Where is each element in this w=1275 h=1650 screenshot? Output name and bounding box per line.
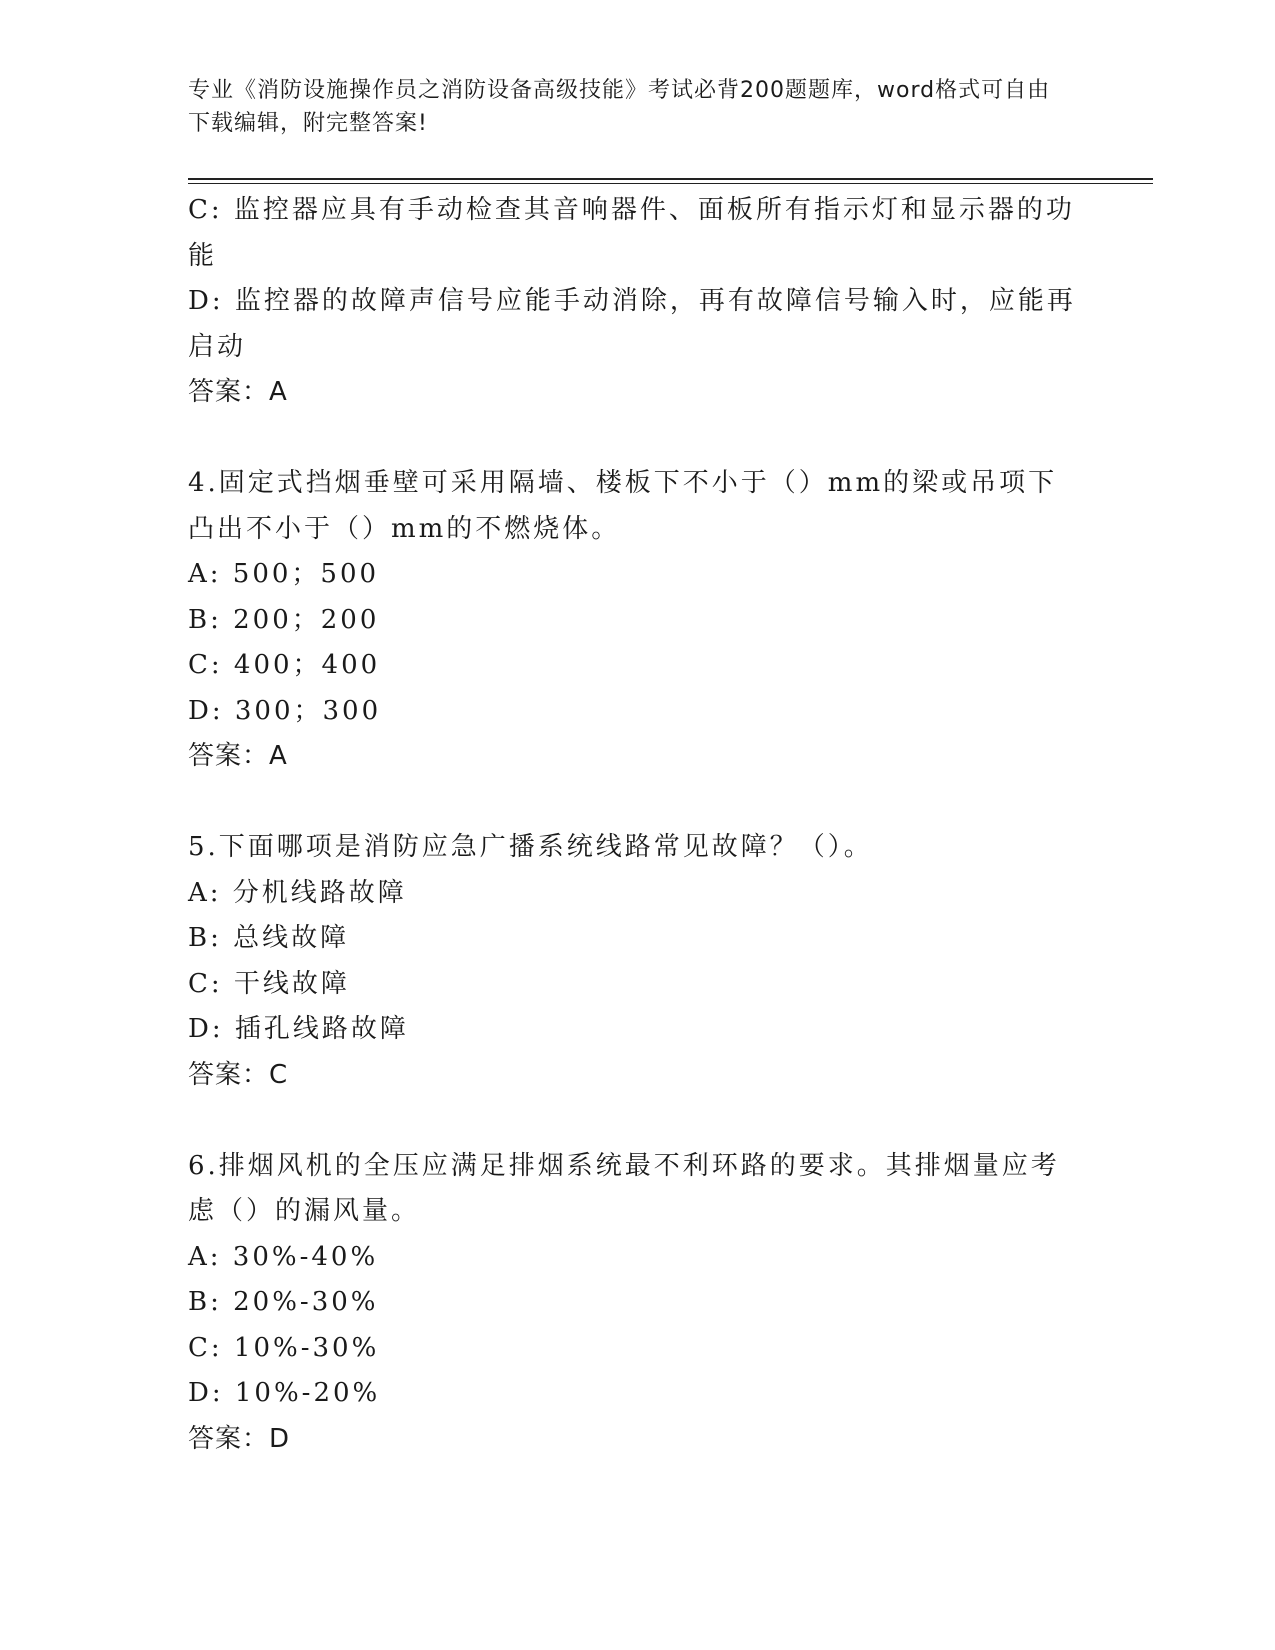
question-6 (188, 1144, 1078, 1463)
spacer (188, 416, 1078, 462)
q6-stem: 6.排烟风机的全压应满足排烟系统最不利环路的要求。其排烟量应考虑（）的漏风量。 (188, 1150, 1060, 1226)
spacer (188, 780, 1078, 826)
q6-option-a: A: 30%-40% (188, 1241, 379, 1272)
question-4 (188, 461, 1078, 780)
q3-answer: 答案：A (188, 377, 288, 407)
question-list (188, 188, 1078, 1462)
header-rule-thick (188, 178, 1153, 180)
q5-option-b: B: 总线故障 (188, 923, 350, 953)
q4-option-d: D: 300；300 (188, 695, 382, 726)
q4-option-b: B: 200；200 (188, 604, 380, 635)
q6-option-b: B: 20%-30% (188, 1287, 379, 1317)
q4-option-a: A: 500；500 (188, 559, 380, 589)
q6-answer: 答案：D (188, 1423, 291, 1454)
q6-option-c: C: 10%-30% (188, 1332, 380, 1363)
q5-option-c: C: 干线故障 (188, 968, 350, 999)
q3-option-c: C: 监控器应具有手动检查其音响器件、面板所有指示灯和显示器的功能 (188, 195, 1075, 271)
q4-option-c: C: 400；400 (188, 650, 381, 680)
spacer (188, 1098, 1078, 1144)
question-3-partial (188, 188, 1078, 416)
q5-answer: 答案：C (188, 1059, 289, 1090)
q5-option-d: D: 插孔线路故障 (188, 1014, 409, 1044)
q6-option-d: D: 10%-20% (188, 1378, 381, 1408)
q4-answer: 答案：A (188, 741, 288, 771)
q3-option-d: D: 监控器的故障声信号应能手动消除，再有故障信号输入时，应能再启动 (188, 286, 1076, 362)
q4-stem: 4.固定式挡烟垂壁可采用隔墙、楼板下不小于（）mm的梁或吊项下凸出不小于（）mm的不燃烧体。 (188, 468, 1058, 544)
question-5 (188, 825, 1078, 1098)
header-rule-thin (188, 183, 1153, 184)
q5-stem: 5.下面哪项是消防应急广播系统线路常见故障？（）。 (188, 832, 873, 862)
q5-option-a: A: 分机线路故障 (188, 877, 407, 908)
document-header: 专业《消防设施操作员之消防设备高级技能》考试必背200题题库，word格式可自由下载编辑，附完整答案! (188, 78, 1051, 136)
